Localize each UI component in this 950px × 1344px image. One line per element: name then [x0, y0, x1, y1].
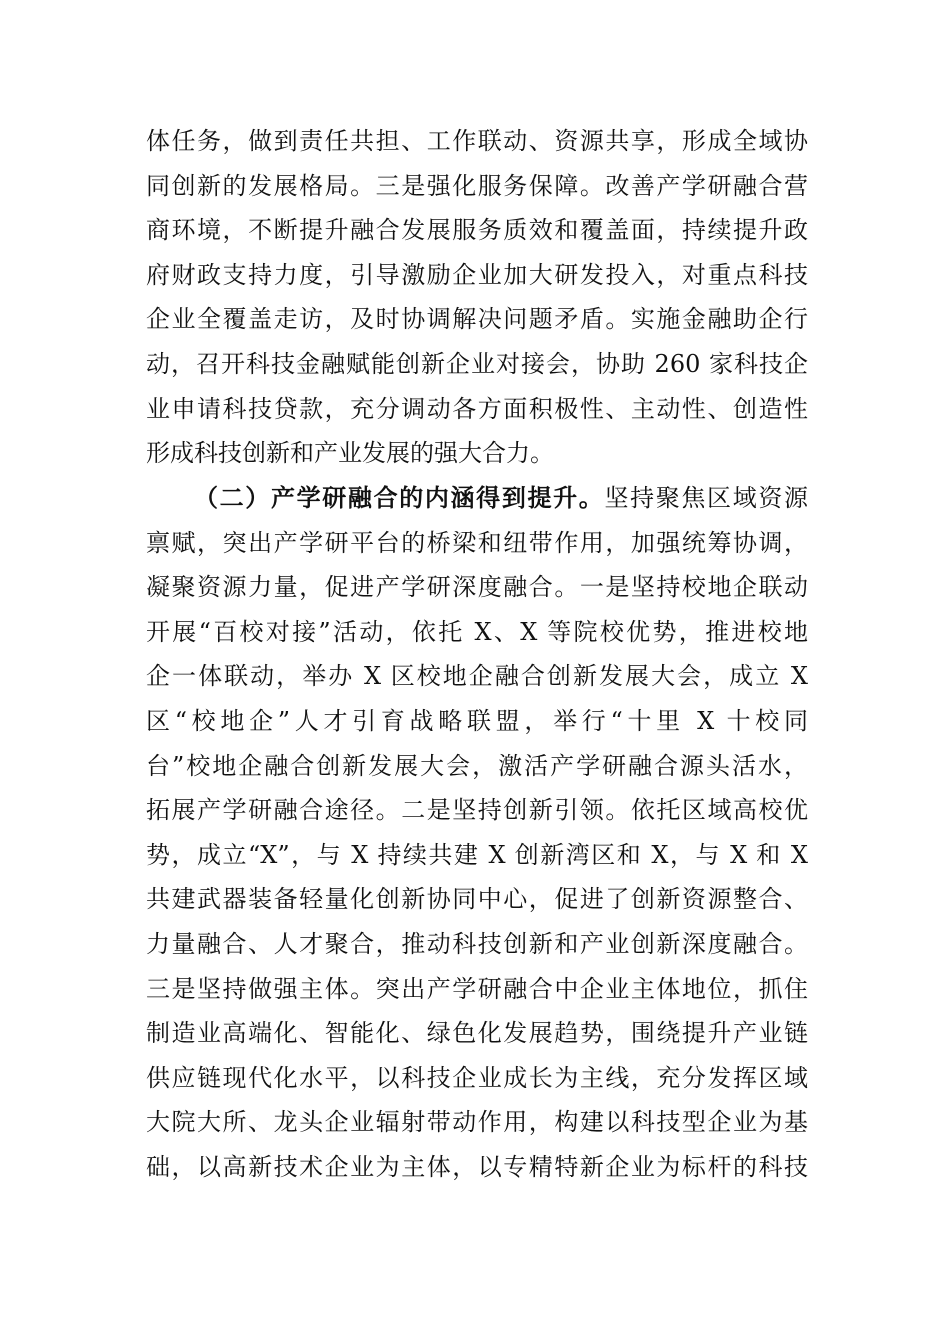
- text-line: 禀赋，突出产学研平台的桥梁和纽带作用，加强统筹协调，: [146, 528, 808, 557]
- text-line: 大院大所、龙头企业辐射带动作用，构建以科技型企业为基: [146, 1108, 808, 1137]
- paragraph-connotation: [146, 476, 808, 1190]
- text-line: 凝聚资源力量，促进产学研深度融合。一是坚持校地企联动: [146, 573, 808, 602]
- text-line: 形成科技创新和产业发展的强大合力。: [146, 439, 554, 468]
- text-line: 力量融合、人才聚合，推动科技创新和产业创新深度融合。: [146, 929, 808, 958]
- text-line: 供应链现代化水平，以科技企业成长为主线，充分发挥区域: [146, 1063, 808, 1092]
- text-line: 企业全覆盖走访，及时协调解决问题矛盾。实施金融助企行: [146, 305, 808, 334]
- text-line: 体任务，做到责任共担、工作联动、资源共享，形成全域协: [146, 127, 808, 155]
- heading-line-text: 坚持聚焦区域资源: [604, 484, 808, 512]
- text-line: 商环境，不断提升融合发展服务质效和覆盖面，持续提升政: [146, 216, 808, 245]
- text-line: 府财政支持力度，引导激励企业加大研发投入，对重点科技: [146, 260, 808, 289]
- text-line: 业申请科技贷款，充分调动各方面积极性、主动性、创造性: [146, 394, 808, 423]
- text-line: 开展“百校对接”活动，依托 X、X 等院校优势，推进校地: [146, 617, 808, 646]
- text-line: 台”校地企融合创新发展大会，激活产学研融合源头活水，: [146, 751, 808, 780]
- text-line: 动，召开科技金融赋能创新企业对接会，协助 260 家科技企: [146, 349, 808, 378]
- paragraph-service-guarantee: [146, 119, 808, 476]
- section-heading: （二）产学研融合的内涵得到提升。: [194, 483, 605, 512]
- text-line: 础，以高新技术企业为主体，以专精特新企业为标杆的科技: [146, 1152, 808, 1181]
- text-line: 同创新的发展格局。三是强化服务保障。改善产学研融合营: [146, 171, 808, 200]
- text-line: 区“校地企”人才引育战略联盟，举行“十里 X 十校同: [146, 706, 808, 735]
- text-line: 企一体联动，举办 X 区校地企融合创新发展大会，成立 X: [146, 662, 808, 691]
- section-heading-line: [146, 476, 808, 521]
- text-line: 制造业高端化、智能化、绿色化发展趋势，围绕提升产业链: [146, 1019, 808, 1048]
- text-line: 拓展产学研融合途径。二是坚持创新引领。依托区域高校优: [146, 796, 808, 825]
- text-line: 三是坚持做强主体。突出产学研融合中企业主体地位，抓住: [146, 974, 808, 1003]
- text-line: 共建武器装备轻量化创新协同中心，促进了创新资源整合、: [146, 885, 808, 914]
- text-line: 势，成立“X”，与 X 持续共建 X 创新湾区和 X，与 X 和 X: [146, 840, 808, 869]
